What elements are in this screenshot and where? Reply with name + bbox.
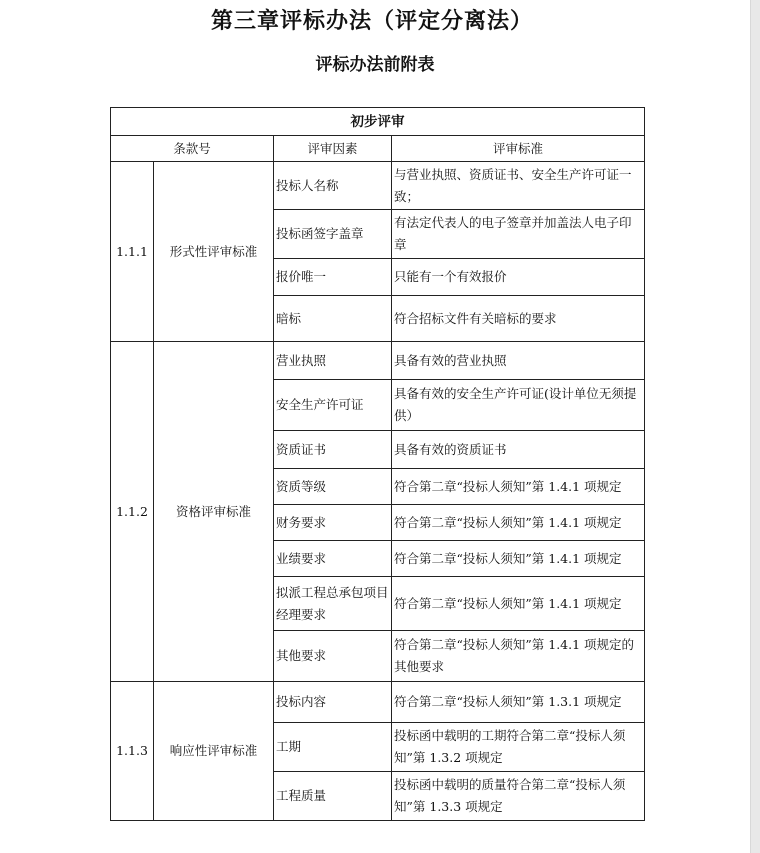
review-factor: 报价唯一 xyxy=(274,259,392,296)
review-standard: 符合第二章“投标人须知”第 1.4.1 项规定 xyxy=(392,577,645,631)
review-standard: 投标函中载明的质量符合第二章“投标人须知”第 1.3.3 项规定 xyxy=(392,772,645,821)
review-factor: 营业执照 xyxy=(274,342,392,380)
column-header-standard: 评审标准 xyxy=(392,136,645,162)
review-standard: 投标函中载明的工期符合第二章“投标人须知”第 1.3.2 项规定 xyxy=(392,723,645,772)
review-standard: 符合第二章“投标人须知”第 1.4.1 项规定 xyxy=(392,469,645,505)
review-standard: 符合第二章“投标人须知”第 1.4.1 项规定 xyxy=(392,541,645,577)
review-standard: 只能有一个有效报价 xyxy=(392,259,645,296)
review-standard: 具备有效的安全生产许可证(设计单位无须提供） xyxy=(392,380,645,431)
review-standard: 有法定代表人的电子签章并加盖法人电子印章 xyxy=(392,210,645,259)
review-factor: 财务要求 xyxy=(274,505,392,541)
review-factor: 其他要求 xyxy=(274,631,392,682)
review-factor: 工期 xyxy=(274,723,392,772)
clause-number: 1.1.2 xyxy=(111,342,154,682)
review-standard: 符合第二章“投标人须知”第 1.4.1 项规定 xyxy=(392,505,645,541)
column-header-clause: 条款号 xyxy=(111,136,274,162)
category-label: 形式性评审标准 xyxy=(154,162,274,342)
clause-number: 1.1.1 xyxy=(111,162,154,342)
review-standard: 符合第二章“投标人须知”第 1.3.1 项规定 xyxy=(392,682,645,723)
table-title: 评标办法前附表 xyxy=(315,55,435,75)
review-standard: 符合招标文件有关暗标的要求 xyxy=(392,296,645,342)
review-standard: 具备有效的营业执照 xyxy=(392,342,645,380)
table-row xyxy=(111,162,645,210)
review-factor: 暗标 xyxy=(274,296,392,342)
review-factor: 安全生产许可证 xyxy=(274,380,392,431)
review-standard: 符合第二章“投标人须知”第 1.4.1 项规定的其他要求 xyxy=(392,631,645,682)
column-header-factor: 评审因素 xyxy=(274,136,392,162)
clause-number: 1.1.3 xyxy=(111,682,154,821)
review-factor: 工程质量 xyxy=(274,772,392,821)
review-factor: 投标函签字盖章 xyxy=(274,210,392,259)
review-factor: 资质等级 xyxy=(274,469,392,505)
evaluation-table xyxy=(110,107,645,821)
review-standard: 具备有效的资质证书 xyxy=(392,431,645,469)
vertical-scrollbar[interactable] xyxy=(750,0,760,853)
review-factor: 投标内容 xyxy=(274,682,392,723)
table-row xyxy=(111,342,645,380)
review-factor: 资质证书 xyxy=(274,431,392,469)
table-row xyxy=(111,682,645,723)
review-standard: 与营业执照、资质证书、安全生产许可证一致； xyxy=(392,162,645,210)
review-factor: 业绩要求 xyxy=(274,541,392,577)
review-factor: 拟派工程总承包项目经理要求 xyxy=(274,577,392,631)
chapter-title: 第三章评标办法（评定分离法） xyxy=(210,9,533,34)
category-label: 响应性评审标准 xyxy=(154,682,274,821)
section-header: 初步评审 xyxy=(111,108,645,136)
category-label: 资格评审标准 xyxy=(154,342,274,682)
review-factor: 投标人名称 xyxy=(274,162,392,210)
